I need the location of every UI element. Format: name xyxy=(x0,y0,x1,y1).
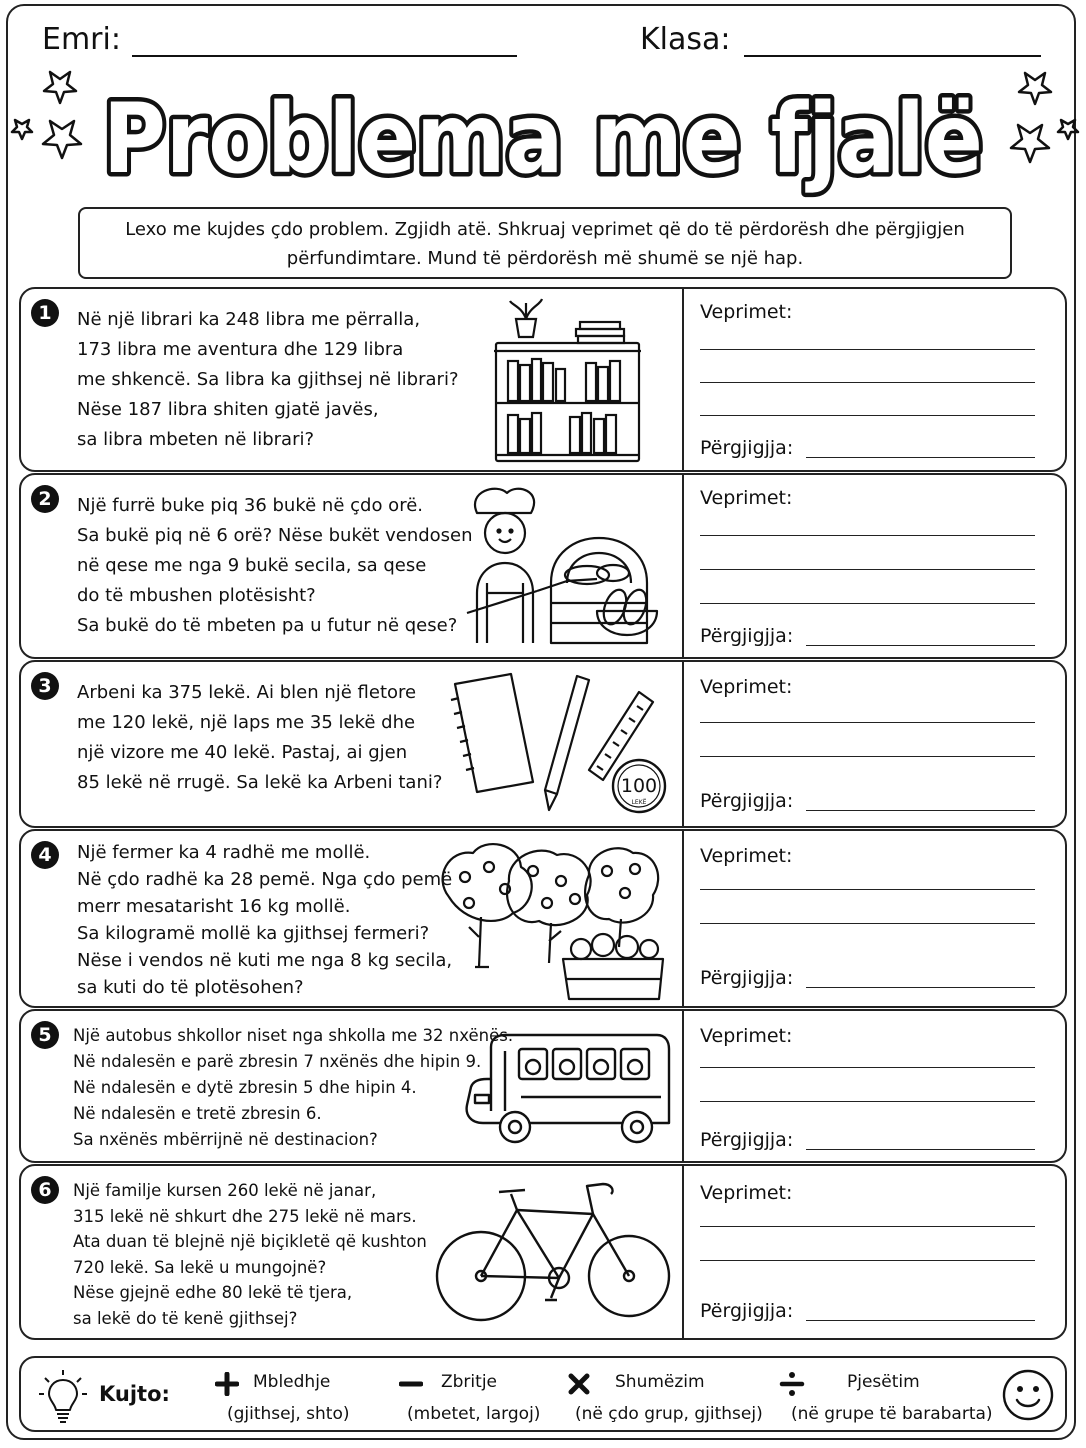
problem-number: 1 xyxy=(31,299,59,327)
instructions-line: përfundimtare. Mund të përdorësh më shumë se një hap. xyxy=(286,248,804,269)
problem-line: Në çdo radhë ka 28 pemë. Nga çdo pemë xyxy=(77,869,453,890)
answer-line[interactable] xyxy=(806,457,1035,458)
problem-line: Sa nxënës mbërrijnë në destinacion? xyxy=(73,1130,378,1149)
answer-label: Përgjigjja: xyxy=(700,1129,794,1151)
operations-line[interactable] xyxy=(700,382,1035,383)
apple-trees-icon xyxy=(429,837,665,1003)
problem-line: Nëse gjejnë edhe 80 lekë të tjera, xyxy=(73,1283,353,1302)
problem-card-5 xyxy=(19,1009,1067,1163)
problem-card-3 xyxy=(19,660,1067,828)
answer-box xyxy=(684,1011,1065,1161)
answer-box xyxy=(684,475,1065,657)
problem-line: një vizore me 40 lekë. Pastaj, ai gjen xyxy=(77,742,408,763)
operations-line[interactable] xyxy=(700,415,1035,416)
problem-line: Sa bukë piq në 6 orë? Nëse bukët vendosen xyxy=(77,525,473,546)
problem-number: 3 xyxy=(31,672,59,700)
answer-box xyxy=(684,831,1065,1006)
answer-box xyxy=(684,289,1065,470)
problem-text xyxy=(77,678,442,798)
operations-line[interactable] xyxy=(700,1226,1035,1227)
operations-label: Veprimet: xyxy=(700,1025,793,1047)
name-label: Emri: xyxy=(42,22,121,57)
operation-desc: (në çdo grup, gjithsej) xyxy=(575,1404,763,1424)
class-label: Klasa: xyxy=(640,22,731,57)
title-banner xyxy=(0,70,1086,200)
problem-text xyxy=(77,839,452,1001)
class-field[interactable] xyxy=(744,55,1041,57)
answer-line[interactable] xyxy=(806,810,1035,811)
operation-desc: (gjithsej, shto) xyxy=(227,1404,350,1424)
lightbulb-icon xyxy=(35,1366,91,1424)
bicycle-icon xyxy=(433,1180,673,1328)
star-icon xyxy=(1011,73,1078,162)
answer-line[interactable] xyxy=(806,987,1035,988)
problem-line: Sa kilogramë mollë ka gjithsej fermeri? xyxy=(77,923,430,944)
problem-line: Një fermer ka 4 radhë me mollë. xyxy=(77,842,371,863)
operations-line[interactable] xyxy=(700,535,1035,536)
problem-text xyxy=(77,491,473,641)
problem-number: 6 xyxy=(31,1176,59,1204)
page-title: Problema me fjalë xyxy=(103,83,983,195)
reminder-label: Kujto: xyxy=(99,1382,170,1406)
minus-icon xyxy=(399,1372,423,1396)
operations-line[interactable] xyxy=(700,756,1035,757)
plus-icon xyxy=(215,1372,239,1396)
pencil-icon xyxy=(545,676,589,810)
problem-number: 2 xyxy=(31,485,59,513)
operations-line[interactable] xyxy=(700,349,1035,350)
star-icon xyxy=(12,72,81,158)
problem-line: Në ndalesën e tretë zbresin 6. xyxy=(73,1104,322,1123)
problem-line: sa kuti do të plotësohen? xyxy=(77,977,304,998)
answer-label: Përgjigjja: xyxy=(700,1300,794,1322)
operations-label: Veprimet: xyxy=(700,301,793,323)
problem-line: 173 libra me aventura dhe 129 libra xyxy=(77,339,404,360)
instructions-box xyxy=(78,207,1012,279)
operation-desc: (në grupe të barabarta) xyxy=(791,1404,993,1424)
problem-text xyxy=(73,1023,513,1153)
answer-box xyxy=(684,662,1065,826)
operation-desc: (mbetet, largoj) xyxy=(407,1404,541,1424)
problem-text xyxy=(77,305,459,455)
operations-line[interactable] xyxy=(700,1067,1035,1068)
notebook-icon xyxy=(451,674,533,792)
coin-value: 100 xyxy=(620,775,658,797)
school-bus-icon xyxy=(461,1031,675,1159)
problem-line: Nëse 187 libra shiten gjatë javës, xyxy=(77,399,379,420)
operation-name: Zbritje xyxy=(441,1372,497,1392)
problem-line: sa lekë do të kenë gjithsej? xyxy=(73,1308,298,1328)
problem-line: me 120 lekë, një laps me 35 lekë dhe xyxy=(77,712,416,733)
bookshelf-icon xyxy=(486,295,646,467)
problem-line: Në një librari ka 248 libra me përralla, xyxy=(77,309,421,330)
problem-card-2 xyxy=(19,473,1067,659)
operation-name: Pjesëtim xyxy=(847,1372,920,1392)
answer-line[interactable] xyxy=(806,1320,1035,1321)
problem-line: 720 lekë. Sa lekë u mungojnë? xyxy=(73,1257,327,1277)
reminder-footer xyxy=(19,1356,1067,1432)
problem-line: Në ndalesën e dytë zbresin 5 dhe hipin 4. xyxy=(73,1078,417,1097)
problem-line: Ata duan të blejnë një biçikletë që kushton xyxy=(73,1232,427,1251)
answer-line[interactable] xyxy=(806,645,1035,646)
operations-line[interactable] xyxy=(700,1260,1035,1261)
problem-line: Nëse i vendos në kuti me nga 8 kg secila, xyxy=(77,950,453,971)
answer-label: Përgjigjja: xyxy=(700,625,794,647)
problem-line: do të mbushen plotësisht? xyxy=(77,585,316,606)
operations-line[interactable] xyxy=(700,722,1035,723)
problem-line: Në ndalesën e parë zbresin 7 nxënës dhe hipin 9. xyxy=(73,1052,482,1071)
smiley-icon xyxy=(1001,1368,1055,1422)
problem-line: merr mesatarisht 16 kg mollë. xyxy=(77,896,351,917)
operation-name: Mbledhje xyxy=(253,1372,331,1392)
answer-label: Përgjigjja: xyxy=(700,790,794,812)
instructions-line: Lexo me kujdes çdo problem. Zgjidh atë. Shkruaj veprimet që do të përdorësh dhe përgjigjen xyxy=(125,219,965,240)
operations-line[interactable] xyxy=(700,923,1035,924)
answer-box xyxy=(684,1166,1065,1338)
problem-line: 315 lekë në shkurt dhe 275 lekë në mars. xyxy=(73,1206,417,1226)
problem-line: Një furrë buke piq 36 bukë në çdo orë. xyxy=(77,495,423,516)
answer-label: Përgjigjja: xyxy=(700,967,794,989)
operations-line[interactable] xyxy=(700,569,1035,570)
answer-line[interactable] xyxy=(806,1149,1035,1150)
problem-card-4 xyxy=(19,829,1067,1008)
problem-line: sa libra mbeten në librari? xyxy=(77,429,315,450)
operations-label: Veprimet: xyxy=(700,676,793,698)
problem-line: Një familje kursen 260 lekë në janar, xyxy=(73,1181,377,1200)
operation-name: Shumëzim xyxy=(615,1372,705,1392)
school-supplies-icon xyxy=(441,670,677,824)
problem-line: me shkencë. Sa libra ka gjithsej në librari? xyxy=(77,369,459,390)
times-icon xyxy=(567,1372,591,1396)
problem-line: 85 lekë në rrugë. Sa lekë ka Arbeni tani? xyxy=(77,772,443,793)
problem-number: 4 xyxy=(31,841,59,869)
problem-number: 5 xyxy=(31,1021,59,1049)
operations-line[interactable] xyxy=(700,1101,1035,1102)
name-field[interactable] xyxy=(132,55,517,57)
divide-icon xyxy=(779,1370,805,1398)
operations-label: Veprimet: xyxy=(700,487,793,509)
operations-label: Veprimet: xyxy=(700,845,793,867)
problem-line: Arbeni ka 375 lekë. Ai blen një fletore xyxy=(77,682,417,703)
problem-line: Një autobus shkollor niset nga shkolla me 32 nxënës. xyxy=(73,1026,514,1045)
coin-icon xyxy=(613,760,665,812)
problem-card-6 xyxy=(19,1164,1067,1340)
answer-label: Përgjigjja: xyxy=(700,437,794,459)
operations-line[interactable] xyxy=(700,889,1035,890)
problem-line: Sa bukë do të mbeten pa u futur në qese? xyxy=(77,615,458,636)
baker-icon xyxy=(447,483,671,651)
coin-unit: LEKË xyxy=(631,799,647,806)
problem-line: në qese me nga 9 bukë secila, sa qese xyxy=(77,555,427,576)
operations-label: Veprimet: xyxy=(700,1182,793,1204)
problem-text xyxy=(73,1178,427,1331)
operations-line[interactable] xyxy=(700,603,1035,604)
problem-card-1 xyxy=(19,287,1067,472)
